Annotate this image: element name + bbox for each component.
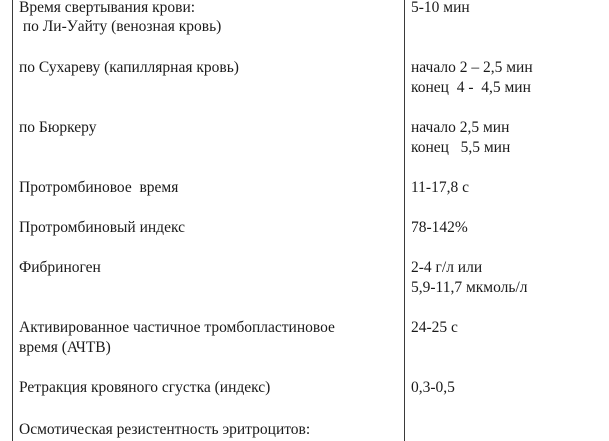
param-label: Фибриноген — [19, 259, 101, 276]
param-label: по Ли-Уайту (венозная кровь) — [19, 18, 222, 35]
param-value: конец 4 - 4,5 мин — [411, 79, 531, 96]
param-label: Протромбиновое время — [19, 179, 179, 196]
param-value: конец 5,5 мин — [411, 139, 511, 156]
column-divider — [404, 0, 405, 441]
param-value: начало 2,5 мин — [411, 119, 510, 136]
param-value: начало 2 – 2,5 мин — [411, 59, 533, 76]
param-label: Активированное частичное тромбопластиновое — [19, 319, 335, 336]
param-label: по Сухареву (капиллярная кровь) — [19, 59, 239, 76]
param-label: Протромбиновый индекс — [19, 219, 185, 236]
param-label: Осмотическая резистентность эритроцитов: — [19, 421, 311, 438]
param-label: время (АЧТВ) — [19, 339, 111, 356]
param-label: по Бюркеру — [19, 119, 97, 136]
param-value: 2-4 г/л или — [411, 259, 483, 276]
param-label: Ретракция кровяного сгустка (индекс) — [19, 379, 271, 396]
table-left-border — [12, 0, 13, 441]
param-value: 5-10 мин — [411, 0, 470, 16]
param-value: 78-142% — [411, 219, 468, 236]
param-value: 0,3-0,5 — [411, 379, 455, 396]
param-value: 5,9-11,7 мкмоль/л — [411, 279, 528, 296]
param-value: 11-17,8 с — [411, 179, 469, 196]
param-value: 24-25 с — [411, 319, 458, 336]
param-label: Время свертывания крови: — [19, 0, 196, 16]
